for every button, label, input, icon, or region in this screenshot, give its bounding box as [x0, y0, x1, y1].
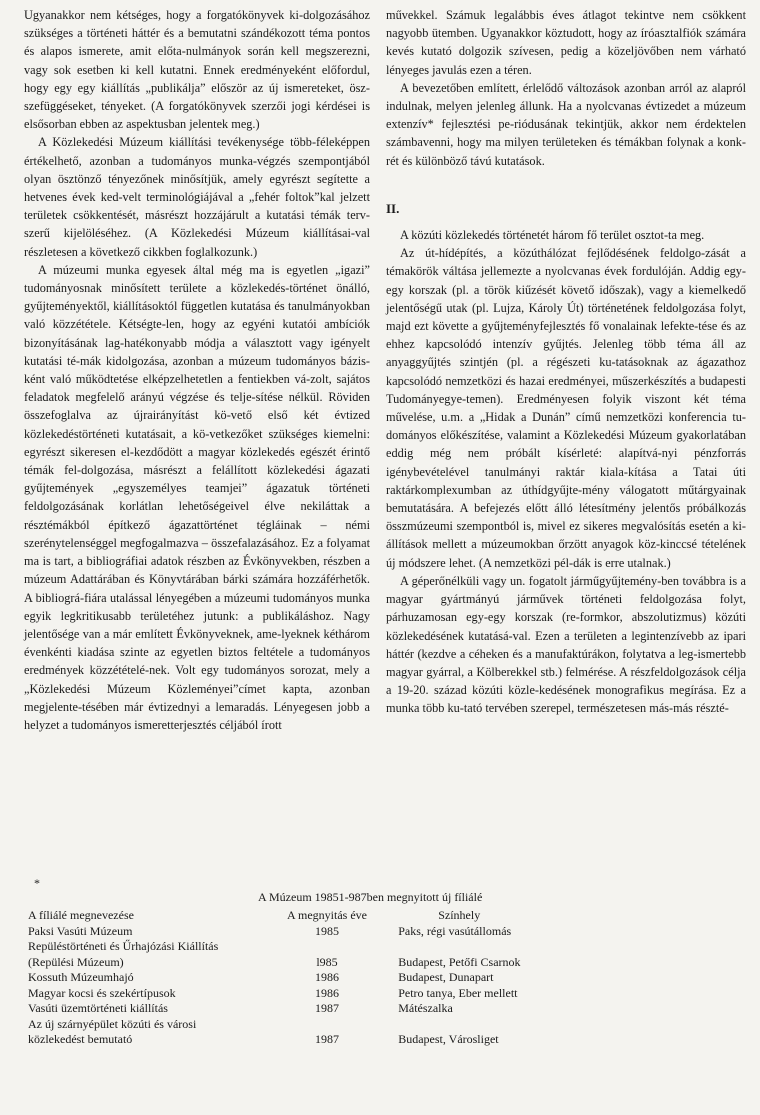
paragraph: Ugyanakkor nem kétséges, hogy a forgatókönyvek ki-dolgozásához szükséges a történeti háttér és a bemutatni szándékozott téma pontos és alapos ismerete, amit előta-nulmányok során kell megszerezni, vagy sok esetben ki kell kutatni. Ennek eredményeként előfordul, hogy egy egy kiállítás „publikálja” először az új ismereteket, ösz-szefüggéseket, tényeket. (A forgatókönyvek szerzői jogi kérdései is elsősorban ebben az aspektusban jelentek meg.): [24, 8, 370, 132]
column-header-place: Színhely: [438, 908, 481, 922]
cell-place: Budapest, Petőfi Csarnok: [398, 954, 521, 969]
exhibition-table: [28, 908, 728, 1048]
cell-place: Mátészalka: [398, 1001, 453, 1015]
footnote-marker: *: [34, 876, 40, 890]
table-caption: A Múzeum 19851-987ben megnyitott új fíliálé: [258, 890, 483, 904]
paragraph: A múzeumi munka egyesek által még ma is egyetlen „igazi” tudományosnak minősített területe a közlekedés-történet önálló, gyűjteményektől, kiállításoktól független kutatása és tanulmányokban való közzététele. Kétségte-len, hogy az egyéni kutatói ambíciók bizonyításának lag-hatékonyabb módja a választott vagy igényelt kutatási té-mák kidolgozása, azonban a múzeum tudományos bázis-ként való működtetése elképzelhetetlen a fentiekben vá-zolt, sajátos feladatok megfelelő arányú végzése és telje-sítése nélkül. Röviden összefoglalva az újrairányítást kö-vető első két évtized közlekedéstörténeti kutatásait, a kö-vetkezőket szükséges kiemelni: egyrészt sikeresen el-kezdődött a magyar közlekedés egészét érintő témák fel-dolgozása, másrészt a felállított közlekedési ágazati gyűjtemények „egyszemélyes teamjei” ágazatuk történeti feldolgozásának korlátlan lehetőségeivel élve nekiláttak a résztémákból építkező ágazattörténet tégláinak – némi szerénytelenséggel megfogalmazva – összefalazásához. Ez a folyamat ma is tart, a bibliográfiai adatok részben az Évkönyvekben, részben a múzeum Adattárában és Könyvtárában bárki számára hozzáférhetők. A bibliográ-fiára utalással lényegében a múzeumi tudományos munka egyik legkritikusabb területéhez jutunk: a publikáláshoz. Nagy jelentősége van a már említett Évkönyveknek, ame-lyeknek kéthárom évenkénti kiadása szinte az egyetlen biztos feltétele a tudományos eredmények közzétételé-nek. Volt egy tudományos sorozat, mely a „Közlekedési Múzeum Közleményei”címet kapta, azonban megjelente-tésében már évtizednyi a lemaradás. Lényegesen jobb a helyzet a tudományos ismeretterjesztés céljából írott: [24, 262, 370, 732]
cell-year: 1985: [315, 923, 339, 938]
cell-year: 1987: [315, 1032, 339, 1046]
cell-name: Vasúti üzemtörténeti kiállítás: [28, 1001, 168, 1015]
table-row: [28, 939, 728, 970]
section-heading: II.: [386, 200, 400, 216]
cell-place: Budapest, Dunapart: [398, 970, 494, 984]
cell-name: Repüléstörténeti és Űrhajózási Kiállítás (Repülési Múzeum): [28, 939, 219, 969]
table-row: [28, 924, 728, 940]
cell-year: l985: [316, 954, 338, 969]
cell-year: 1986: [315, 970, 339, 984]
paragraph: művekkel. Számuk legalábbis éves átlagot tekintve nem csökkent nagyobb ütemben. Ugyanakkor köztudott, hogy az íróasztalfiók számára kevés kutató dolgozik szívesen, pedig a közeljövőben nem várható lényeges javulás ezen a téren.: [386, 8, 746, 77]
paragraph: A Közlekedési Múzeum kiállítási tevékenysége több-féleképpen értékelhető, azonban a tudományos munka-végzés szempontjából olyan ösztönző tényezőnek minősítjük, amely egyrészt segítette a hetvenes évek ked-velt terminológiájával a „fehér foltok”kal jelzett területek csökkentését, másrészt hozzájárult a kutatási témák terv-szerű kijelöléséhez. (A Közlekedési Múzeum kiállításai-val részletesen a következő cikkben foglalkozunk.): [24, 135, 370, 259]
cell-year: 1986: [315, 985, 339, 1000]
paragraph: Az út-hídépítés, a közúthálózat fejlődésének feldolgo-zását a témakörök váltása jellemezte a nyolcvanas évek fordulóján. Addig egy-egy korszak (pl. a török kiűzését követő időszak), vagy a kiemelkedő jelentőségű utak (pl. Lujza, Károly Út) történetének feldolgozása folyt, majd ezt követte a gyűjteményfejlesztés fő vonalainak lefekte-tése és az ehhez kapcsolódó intenzív gyűjtés. Jelenleg több téma áll az anyaggyűjtés szintjén (pl. a régészeti ku-tatásoknak az ágazathoz kapcsolódó nemzetközi és hazai eredményei, műszerkészítés a budapesti Tudományegye-temen). Eredményesen folyik viszont két téma művelése, u.m. a „Hidak a Dunán” című nemzetközi konferencia tu-dományos előkészítése, valamint a Közlekedési Múzeum gyakorlatában eddig még nem próbált kísérleté: alapítvá-nyi pénzforrás igénybevételével tanulmányi raktár kiala-kítása a Tatai úti raktárkomplexumban az úthídgyűjte-mény válogatott műtárgyainak bemutatására. A befejezés előtt álló létesítmény jelentős próbálkozás összmúzeumi szempontból is, mivel ez sikeres megvalósítás esetén a ki-állítások mellett a múzeumokban őrzött anyagok köz-kinccsé tételének új módszere lehet. (A nemzetközi pél-dák is erre utalnak.): [386, 246, 746, 570]
cell-year: 1987: [315, 1001, 339, 1015]
left-text-column: [24, 6, 370, 734]
column-header-year: A megnyitás éve: [287, 908, 367, 922]
cell-place: Paks, régi vasútállomás: [398, 923, 512, 938]
table-row: [28, 1001, 728, 1017]
cell-place: Petro tanya, Eber mellett: [398, 985, 518, 1000]
paragraph: A bevezetőben említett, érlelődő változások azonban arról az alapról indulnak, melyen jelenleg állunk. Ha a nyolcvanas évtizedet a múzeum extenzív* fejlesztési pe-riódusának tekintjük, akkor nem érdektelen számbavenni, hogy ma milyen területeken és témákban folynak a konk-rét és különböző távú kutatások.: [386, 80, 746, 168]
cell-name: Magyar kocsi és szekértípusok: [28, 985, 176, 1000]
table-row: [28, 970, 728, 986]
column-header-name: A fíliálé megnevezése: [28, 908, 134, 922]
table-row: [28, 986, 728, 1002]
cell-name: Kossuth Múzeumhajó: [28, 970, 134, 984]
paragraph: A géperőnélküli vagy un. fogatolt járműgyűjtemény-ben továbbra is a magyar gyártmányú járművek történeti feldolgozása folyt, párhuzamosan egy-egy korszak (re-formkor, abszolutizmus) közúti közlekedésének kutatásá-val. Ezen a területen a legintenzívebb az ipari háttér (kezdve a céheken és a manufaktúrákon, folytatva a leg-ismertebb magyar gyárral, a Kölberekkel stb.) felmérése. A részfeldolgozások célja a 19-20. század közúti közle-kedésének monografikus megírása. Ez a munka több ku-tató tervében szerepel, természetesen más-más részté-: [386, 573, 746, 716]
paragraph: A közúti közlekedés történetét három fő terület osztot-ta meg.: [400, 228, 705, 243]
cell-name: Paksi Vasúti Múzeum: [28, 923, 133, 938]
cell-name: Az új szárnyépület közúti és városi közlekedést bemutató: [28, 1016, 197, 1046]
table-header-row: [28, 908, 728, 924]
cell-place: Budapest, Városliget: [398, 1032, 499, 1046]
table-row: [28, 1017, 728, 1048]
right-text-column: [386, 6, 746, 718]
